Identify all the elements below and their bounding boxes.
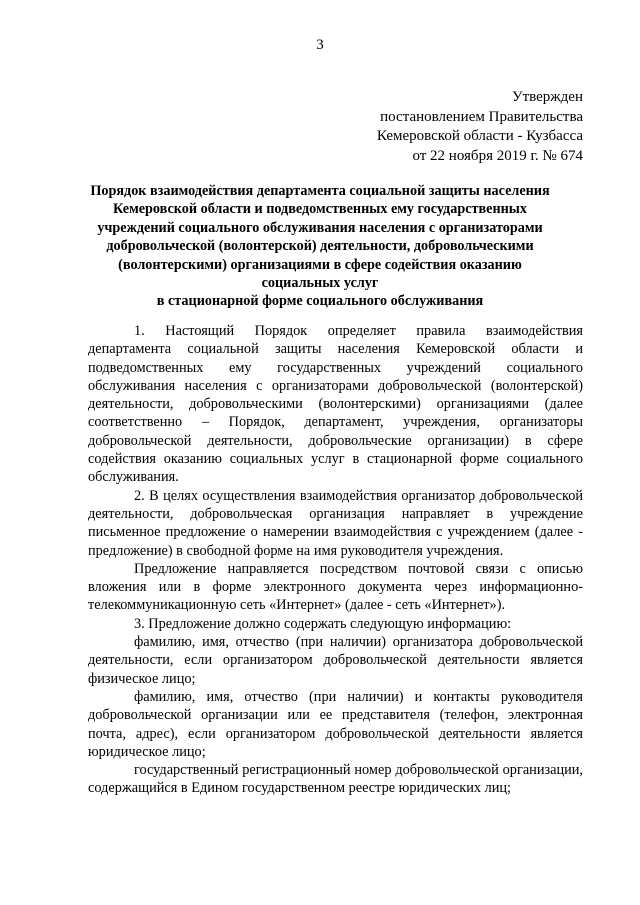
document-title [70, 182, 570, 311]
paragraph: 3. Предложение должно содержать следующую информацию: [134, 615, 512, 632]
paragraph: Предложение направляется посредством почтовой связи с описью вложения или в форме электронного документа через информационно-телекоммуникационную сеть «Интернет» (далее - сеть «Интернет»). [88, 560, 583, 614]
approval-line: Утвержден [511, 89, 583, 105]
approval-line: от 22 ноября 2019 г. № 674 [412, 147, 583, 164]
paragraph: государственный регистрационный номер добровольческой организации, содержащийся в Едином государственном реестре юридических лиц; [88, 762, 583, 797]
title-line: (волонтерскими) организациями в сфере содействия оказанию [118, 256, 522, 273]
title-line: добровольческой (волонтерской) деятельности, добровольческими [106, 238, 534, 255]
page-number: 3 [316, 37, 324, 53]
title-line: в стационарной форме социального обслуживания [156, 293, 484, 310]
paragraph: 2. В целях осуществления взаимодействия организатор добровольческой деятельности, добровольческая организация направляет в учреждение письменное предложение о намерении взаимодействия с учреждением (далее - предложение) в свободной форме на имя руководителя учреждения. [88, 487, 583, 559]
title-line: Кемеровской области и подведомственных ему государственных [113, 201, 527, 218]
document-body [88, 322, 583, 798]
paragraph: 1. Настоящий Порядок определяет правила взаимодействия департамента социальной защиты населения Кемеровской области и подведомственных ему государственных учреждений социального обслуживания населения с организаторами добровольческой (волонтерской) деятельности, добровольческими (волонтерскими) организациями (далее соответственно – Порядок, департамент, учреждения, организаторы добровольческой деятельности, добровольческие организации) в сфере содействия оказанию социальных услуг в стационарной форме социального обслуживания. [88, 323, 583, 486]
approval-block [377, 88, 583, 166]
title-line: учреждений социального обслуживания населения с организаторами [97, 219, 543, 236]
title-line: социальных услуг [261, 275, 379, 292]
approval-line: Кемеровской области - Кузбасса [376, 128, 583, 144]
paragraph: фамилию, имя, отчество (при наличии) и контакты руководителя добровольческой организации или ее представителя (телефон, электронная почта, адрес), если организатором добровольческой деятельности является юридическое лицо; [88, 688, 583, 760]
approval-line: постановлением Правительства [380, 108, 583, 125]
paragraph: фамилию, имя, отчество (при наличии) организатора добровольческой деятельности, если организатором добровольческой деятельности является физическое лицо; [88, 634, 583, 687]
title-line: Порядок взаимодействия департамента социальной защиты населения [90, 183, 550, 199]
